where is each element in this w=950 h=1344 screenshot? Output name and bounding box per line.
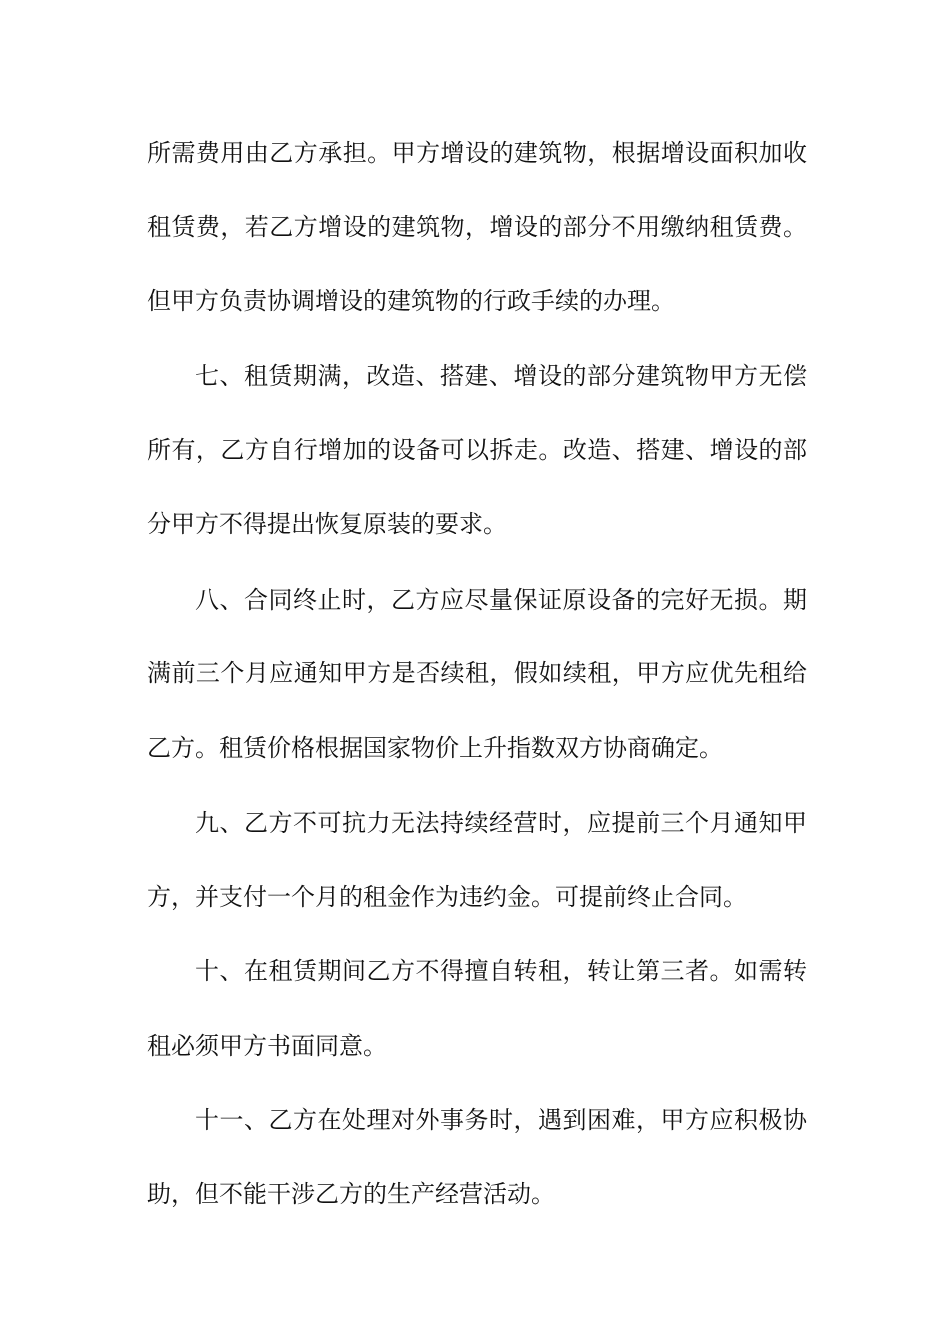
text-line: 分甲方不得提出恢复原装的要求。 — [147, 510, 507, 538]
text-line: 所有，乙方自行增加的设备可以拆走。改造、搭建、增设的部 — [147, 436, 807, 464]
text-line: 租赁费，若乙方增设的建筑物，增设的部分不用缴纳租赁费。 — [147, 213, 807, 241]
text-line: 方，并支付一个月的租金作为违约金。可提前终止合同。 — [147, 883, 747, 911]
paragraph-first-line: 十一、乙方在处理对外事务时，遇到困难，甲方应积极协 — [195, 1106, 807, 1134]
text-line: 租必须甲方书面同意。 — [147, 1032, 387, 1060]
paragraph-first-line: 十、在租赁期间乙方不得擅自转租，转让第三者。如需转 — [195, 957, 807, 985]
text-line: 助，但不能干涉乙方的生产经营活动。 — [147, 1180, 555, 1208]
text-line: 乙方。租赁价格根据国家物价上升指数双方协商确定。 — [147, 734, 723, 762]
paragraph-first-line: 七、租赁期满，改造、搭建、增设的部分建筑物甲方无偿 — [195, 362, 807, 390]
text-line: 满前三个月应通知甲方是否续租，假如续租，甲方应优先租给 — [147, 659, 807, 687]
text-line: 但甲方负责协调增设的建筑物的行政手续的办理。 — [147, 287, 675, 315]
text-line: 所需费用由乙方承担。甲方增设的建筑物，根据增设面积加收 — [147, 139, 807, 167]
paragraph-first-line: 八、合同终止时，乙方应尽量保证原设备的完好无损。期 — [195, 586, 807, 614]
paragraph-first-line: 九、乙方不可抗力无法持续经营时，应提前三个月通知甲 — [195, 809, 807, 837]
